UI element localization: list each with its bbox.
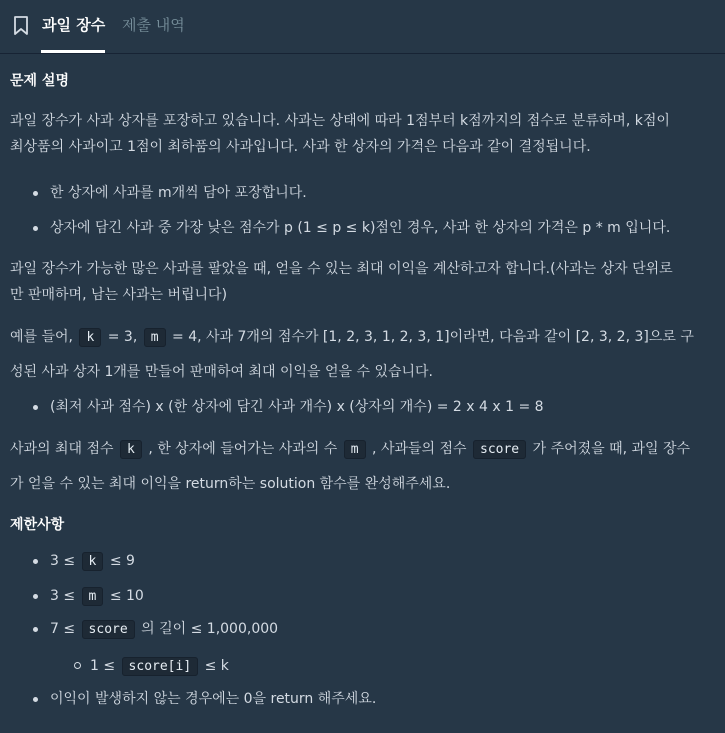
inline-code-score: score bbox=[473, 440, 526, 459]
text-fragment: ≤ k bbox=[204, 658, 229, 674]
description-paragraph-1 bbox=[10, 108, 715, 160]
text-line: 과일 장수가 가능한 많은 사과를 팔았을 때, 얻을 수 있는 최대 이익을 계산하고자 합니다.(사과는 상자 단위로 bbox=[10, 261, 673, 277]
text-line: 가 얻을 수 있는 최대 이익을 return하는 solution 함수를 완성해주세요. bbox=[10, 476, 451, 492]
text-fragment: 1 ≤ bbox=[90, 658, 116, 674]
text-fragment: = 3, bbox=[107, 329, 138, 345]
inline-code-m: m bbox=[144, 328, 166, 347]
active-tab-indicator bbox=[41, 50, 105, 53]
tab-bar bbox=[0, 0, 725, 54]
text-fragment: = 4, 사과 7개의 점수가 [1, 2, 3, 1, 2, 3, 1]이라면, 다음과 같이 [2, 3, 2, 3]으로 구 bbox=[172, 329, 694, 345]
list-item bbox=[90, 653, 690, 680]
description-paragraph-2 bbox=[10, 256, 715, 308]
tab-problem[interactable]: 과일 장수 bbox=[42, 16, 106, 34]
text-line: 성된 사과 상자 1개를 만들어 판매하여 최대 이익을 얻을 수 있습니다. bbox=[10, 364, 434, 380]
text-fragment: 가 주어졌을 때, 과일 장수 bbox=[532, 441, 691, 457]
list-item bbox=[50, 616, 715, 643]
text-fragment: ≤ 9 bbox=[109, 553, 135, 569]
description-paragraph-3 bbox=[10, 324, 715, 385]
text-fragment: 의 길이 ≤ 1,000,000 bbox=[141, 621, 279, 637]
text-fragment: , 사과들의 점수 bbox=[372, 441, 467, 457]
text-line: 만 판매하며, 남는 사과는 버립니다) bbox=[10, 287, 228, 303]
list-item: 이익이 발생하지 않는 경우에는 0을 return 해주세요. bbox=[50, 686, 715, 712]
inline-code-score-i: score[i] bbox=[122, 657, 199, 676]
list-item: 한 상자에 사과를 m개씩 담아 포장합니다. bbox=[50, 180, 715, 206]
inline-code-k: k bbox=[82, 552, 104, 571]
list-item: (최저 사과 점수) x (한 상자에 담긴 사과 개수) x (상자의 개수) = 2 x 4 x 1 = 8 bbox=[50, 394, 715, 420]
inline-code-k: k bbox=[79, 328, 101, 347]
tab-submissions[interactable]: 제출 내역 bbox=[122, 16, 185, 34]
text-line bbox=[10, 436, 715, 463]
text-fragment: 7 ≤ bbox=[50, 621, 76, 637]
text-fragment: 3 ≤ bbox=[50, 588, 76, 604]
text-fragment: 사과의 최대 점수 bbox=[10, 441, 114, 457]
text-fragment: 예를 들어, bbox=[10, 329, 73, 345]
description-heading: 문제 설명 bbox=[10, 73, 69, 89]
list-item bbox=[50, 548, 715, 575]
text-fragment: , 한 상자에 들어가는 사과의 수 bbox=[148, 441, 338, 457]
list-item bbox=[50, 583, 715, 610]
bookmark-icon[interactable] bbox=[13, 16, 29, 36]
text-fragment: 3 ≤ bbox=[50, 553, 76, 569]
inline-code-m: m bbox=[82, 587, 104, 606]
text-line: 과일 장수가 사과 상자를 포장하고 있습니다. 사과는 상태에 따라 1점부터 k점까지의 점수로 분류하며, k점이 bbox=[10, 113, 670, 129]
text-line bbox=[10, 324, 715, 351]
inline-code-m: m bbox=[344, 440, 366, 459]
inline-code-k: k bbox=[120, 440, 142, 459]
list-item: 상자에 담긴 사과 중 가장 낮은 점수가 p (1 ≤ p ≤ k)점인 경우, 사과 한 상자의 가격은 p * m 입니다. bbox=[50, 215, 715, 241]
text-line: 최상품의 사과이고 1점이 최하품의 사과입니다. 사과 한 상자의 가격은 다음과 같이 결정됩니다. bbox=[10, 139, 591, 155]
description-paragraph-4 bbox=[10, 436, 715, 497]
constraints-heading: 제한사항 bbox=[10, 517, 65, 533]
inline-code-score: score bbox=[82, 620, 135, 639]
text-fragment: ≤ 10 bbox=[109, 588, 144, 604]
